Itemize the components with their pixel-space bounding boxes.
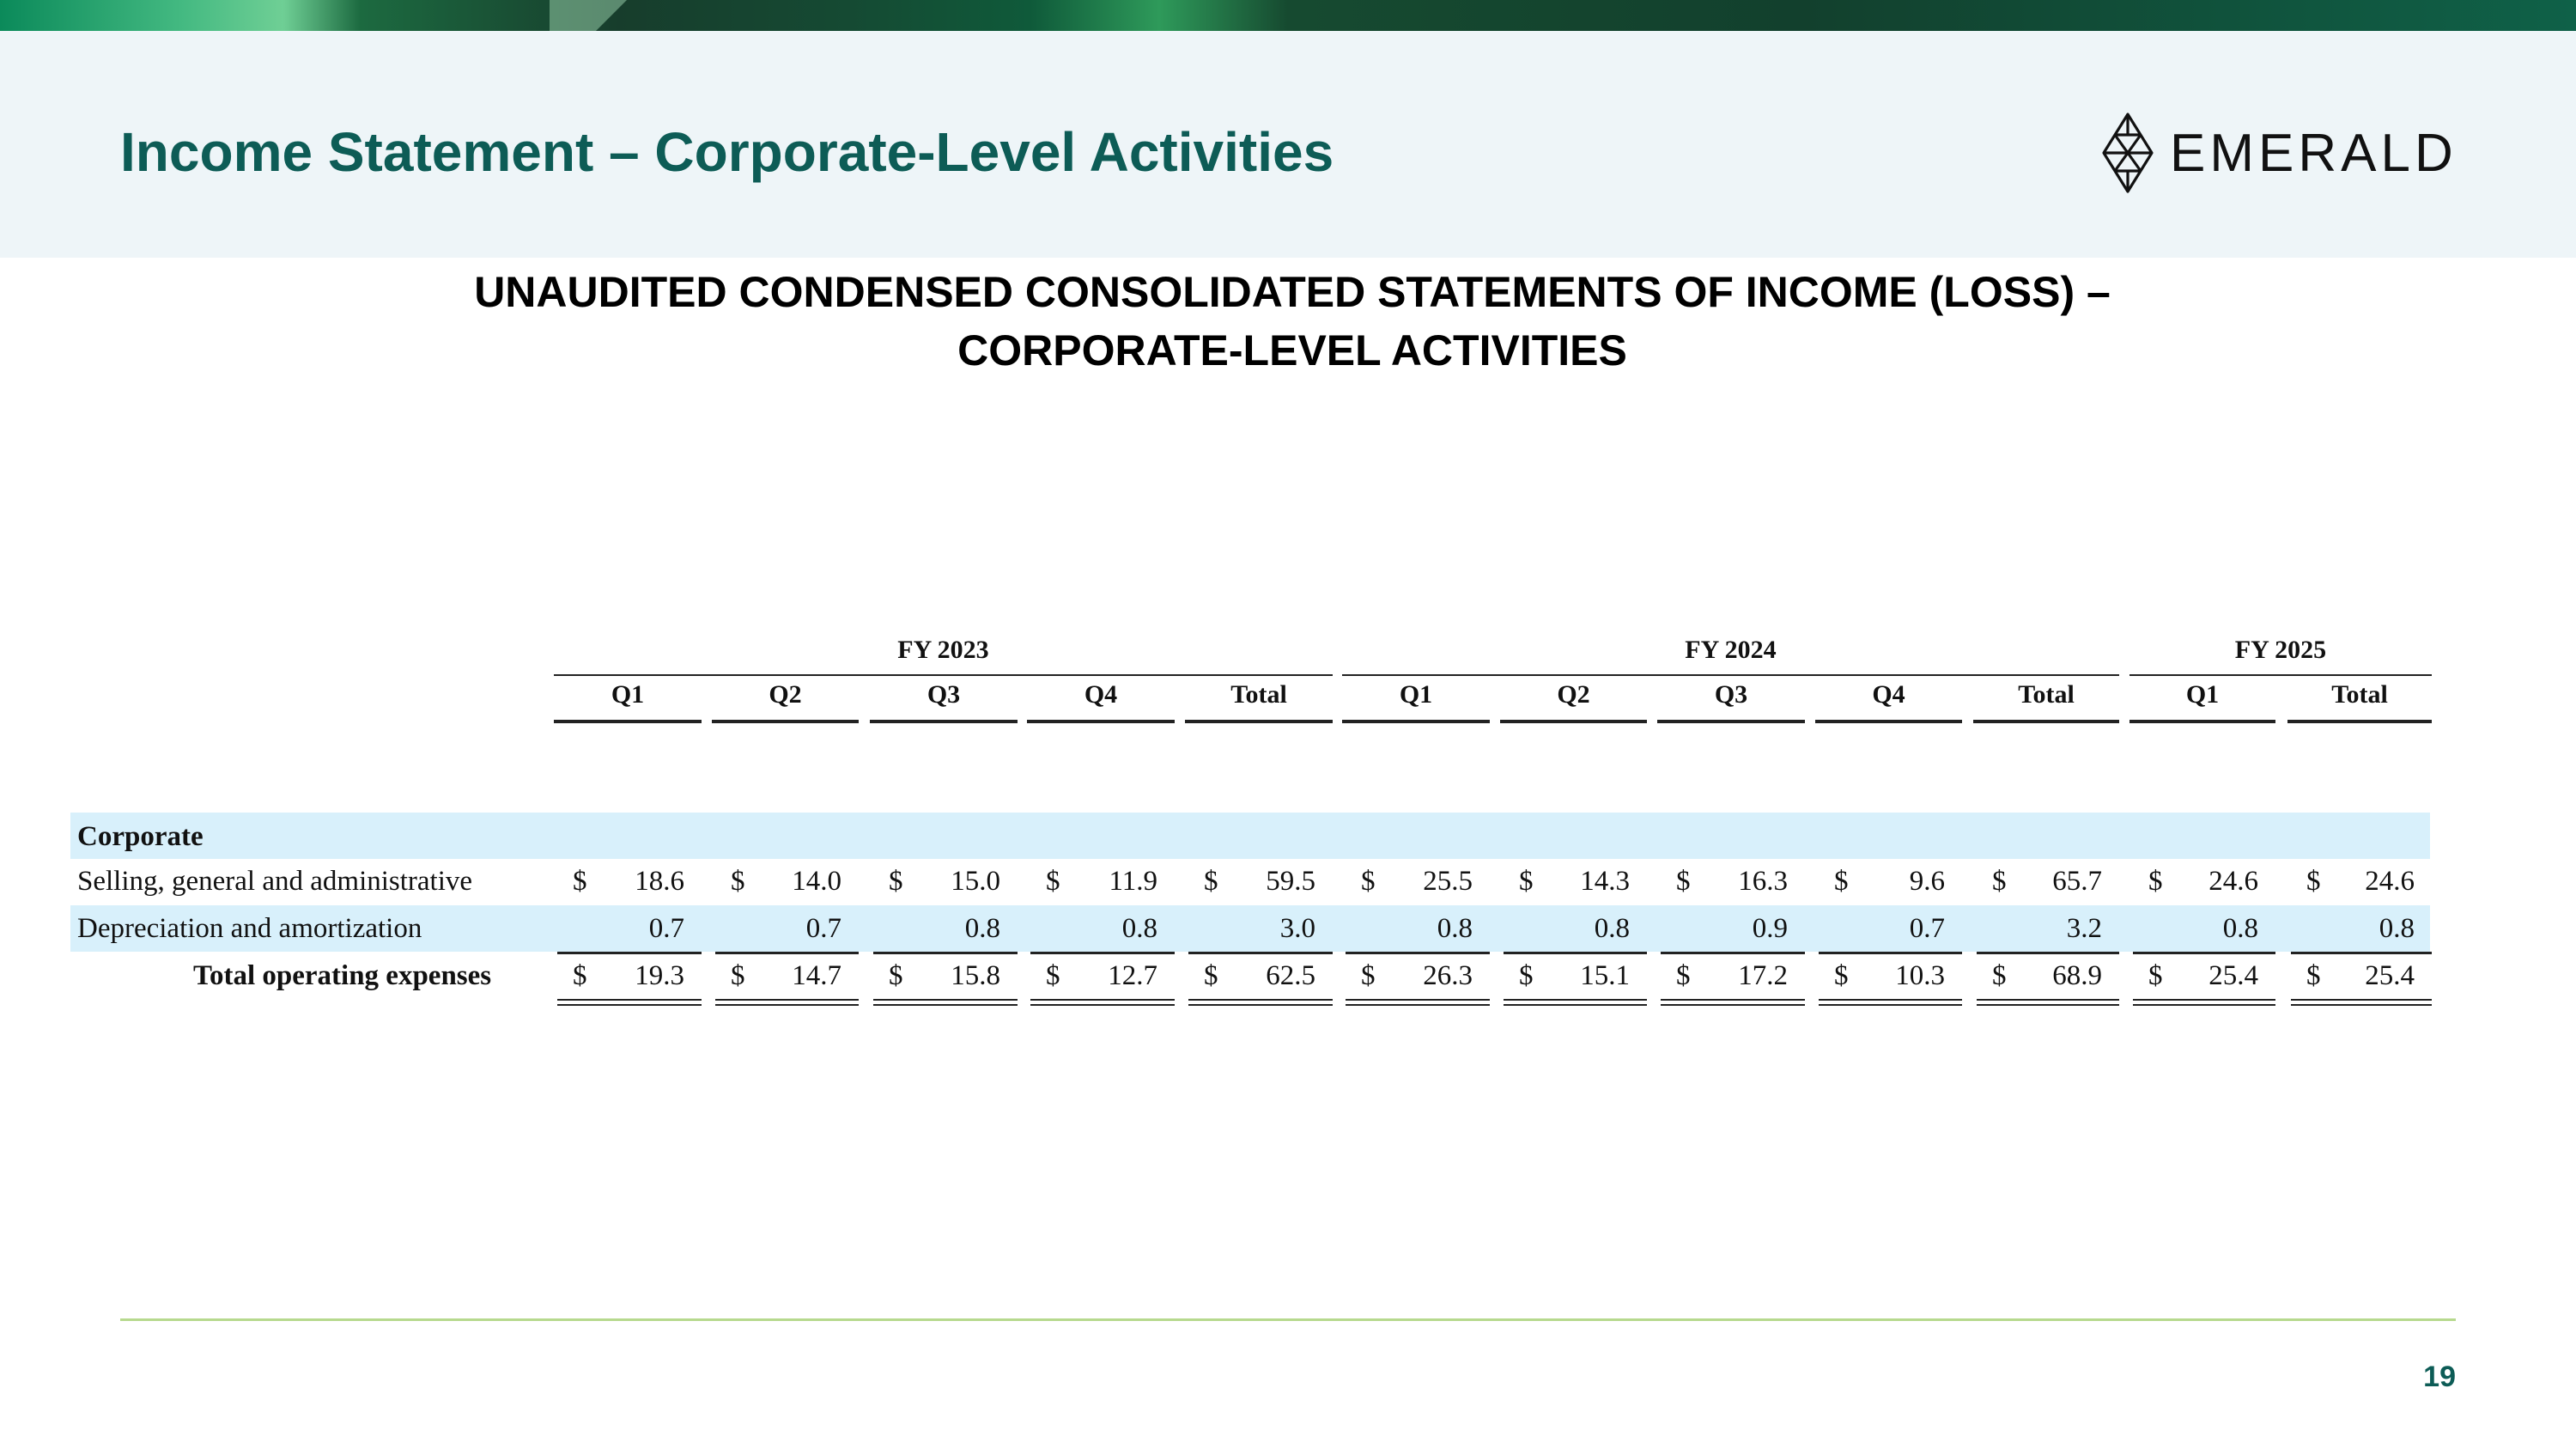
subtotal-rule (1819, 952, 1962, 954)
total-double-rule (873, 999, 1018, 1001)
currency-symbol: $ (1519, 866, 1534, 897)
table-cell: 19.3 (635, 960, 684, 991)
currency-symbol: $ (889, 960, 903, 991)
total-row-label: Total operating expenses (193, 960, 492, 991)
table-cell: 15.0 (951, 866, 1000, 897)
column-header-rule (1973, 720, 2119, 723)
total-double-rule (1661, 1004, 1805, 1006)
fiscal-year-header: FY 2023 (897, 636, 989, 664)
total-double-rule (2291, 1004, 2432, 1006)
table-heading-line-1: UNAUDITED CONDENSED CONSOLIDATED STATEMENTS OF INCOME (LOSS) – (474, 268, 2111, 316)
subtotal-rule (873, 952, 1018, 954)
table-cell: 59.5 (1266, 866, 1315, 897)
currency-symbol: $ (1992, 866, 2007, 897)
currency-symbol: $ (2148, 960, 2163, 991)
fiscal-year-header: FY 2025 (2234, 636, 2327, 664)
column-header-rule (1657, 720, 1805, 723)
column-header: Total (1230, 680, 1287, 709)
table-cell: 0.7 (805, 913, 841, 944)
total-double-rule (1188, 999, 1333, 1001)
table-cell: 24.6 (2365, 866, 2415, 897)
currency-symbol: $ (1676, 960, 1691, 991)
table-cell: 14.0 (792, 866, 841, 897)
currency-symbol: $ (2306, 866, 2321, 897)
table-cell: 0.8 (2222, 913, 2258, 944)
table-cell: 3.2 (2066, 913, 2102, 944)
currency-symbol: $ (573, 960, 587, 991)
column-header: Q1 (1399, 680, 1433, 709)
currency-symbol: $ (2148, 866, 2163, 897)
table-cell: 25.4 (2365, 960, 2415, 991)
column-header-rule (2287, 720, 2432, 723)
table-cell: 0.8 (1121, 913, 1157, 944)
currency-symbol: $ (2306, 960, 2321, 991)
table-cell: 25.5 (1423, 866, 1473, 897)
table-cell: 15.1 (1580, 960, 1630, 991)
total-double-rule (873, 1004, 1018, 1006)
column-header-rule (2129, 720, 2275, 723)
currency-symbol: $ (731, 866, 745, 897)
table-cell: 65.7 (2052, 866, 2102, 897)
table-cell: 10.3 (1895, 960, 1945, 991)
table-cell: 24.6 (2208, 866, 2258, 897)
total-double-rule (1977, 999, 2119, 1001)
column-header-rule (554, 720, 702, 723)
column-header: Q1 (2185, 680, 2220, 709)
brand-name: EMERALD (2170, 123, 2458, 183)
currency-symbol: $ (1519, 960, 1534, 991)
currency-symbol: $ (731, 960, 745, 991)
table-cell: 26.3 (1423, 960, 1473, 991)
fiscal-year-header: FY 2024 (1685, 636, 1777, 664)
currency-symbol: $ (573, 866, 587, 897)
table-cell: 11.9 (1109, 866, 1157, 897)
currency-symbol: $ (1834, 866, 1849, 897)
column-header: Total (2018, 680, 2075, 709)
table-cell: 16.3 (1738, 866, 1788, 897)
table-cell: 0.8 (2379, 913, 2415, 944)
table-cell: 0.9 (1752, 913, 1788, 944)
footer-divider (120, 1318, 2456, 1321)
total-double-rule (557, 999, 702, 1001)
table-cell: 3.0 (1279, 913, 1315, 944)
subtotal-rule (1661, 952, 1805, 954)
total-double-rule (715, 1004, 859, 1006)
table-cell: 17.2 (1738, 960, 1788, 991)
table-cell: 18.6 (635, 866, 684, 897)
subtotal-rule (2291, 952, 2432, 954)
fiscal-year-rule (2129, 674, 2432, 676)
column-header: Q4 (1084, 680, 1118, 709)
table-heading-line-2: CORPORATE-LEVEL ACTIVITIES (957, 326, 1627, 374)
row-label: Selling, general and administrative (77, 866, 473, 897)
currency-symbol: $ (1204, 960, 1218, 991)
column-header: Q4 (1872, 680, 1905, 709)
table-cell: 0.7 (648, 913, 684, 944)
total-double-rule (557, 1004, 702, 1006)
total-double-rule (1977, 1004, 2119, 1006)
table-cell: 62.5 (1266, 960, 1315, 991)
column-header-rule (1185, 720, 1333, 723)
table-cell: 68.9 (2052, 960, 2102, 991)
total-double-rule (2291, 999, 2432, 1001)
table-cell: 9.6 (1909, 866, 1945, 897)
currency-symbol: $ (1361, 960, 1376, 991)
total-double-rule (2133, 1004, 2275, 1006)
column-header-rule (1027, 720, 1175, 723)
column-header-rule (870, 720, 1018, 723)
currency-symbol: $ (1204, 866, 1218, 897)
row-label: Depreciation and amortization (77, 913, 422, 944)
table-cell: 12.7 (1108, 960, 1157, 991)
table-cell: 0.8 (1594, 913, 1630, 944)
total-double-rule (1661, 999, 1805, 1001)
currency-symbol: $ (1676, 866, 1691, 897)
table-cell: 14.7 (792, 960, 841, 991)
total-double-rule (1188, 1004, 1333, 1006)
table-cell: 14.3 (1580, 866, 1630, 897)
subtotal-rule (2133, 952, 2275, 954)
total-double-rule (1504, 999, 1647, 1001)
total-double-rule (1819, 1004, 1962, 1006)
currency-symbol: $ (1046, 866, 1060, 897)
slide-title: Income Statement – Corporate-Level Activities (120, 121, 1334, 183)
column-header: Q2 (769, 680, 802, 709)
currency-symbol: $ (1046, 960, 1060, 991)
column-header: Q2 (1557, 680, 1590, 709)
table-cell: 0.8 (964, 913, 1000, 944)
total-double-rule (1346, 1004, 1490, 1006)
row-shade (70, 813, 2430, 859)
total-double-rule (1030, 1004, 1175, 1006)
column-header-rule (1815, 720, 1962, 723)
table-cell: 25.4 (2208, 960, 2258, 991)
subtotal-rule (1977, 952, 2119, 954)
subtotal-rule (715, 952, 859, 954)
total-double-rule (1030, 999, 1175, 1001)
currency-symbol: $ (1361, 866, 1376, 897)
subtotal-rule (1504, 952, 1647, 954)
table-cell: 0.8 (1437, 913, 1473, 944)
page-number: 19 (2423, 1361, 2456, 1393)
subtotal-rule (1030, 952, 1175, 954)
total-double-rule (1504, 1004, 1647, 1006)
currency-symbol: $ (1992, 960, 2007, 991)
total-double-rule (1819, 999, 1962, 1001)
total-double-rule (715, 999, 859, 1001)
column-header: Q3 (1714, 680, 1748, 709)
total-double-rule (2133, 999, 2275, 1001)
column-header: Q3 (927, 680, 961, 709)
fiscal-year-rule (1342, 674, 2119, 676)
table-cell: 0.7 (1909, 913, 1945, 944)
fiscal-year-rule (554, 674, 1333, 676)
column-header: Total (2331, 680, 2388, 709)
table-cell: 15.8 (951, 960, 1000, 991)
column-header-rule (1500, 720, 1647, 723)
column-header: Q1 (611, 680, 645, 709)
subtotal-rule (1188, 952, 1333, 954)
section-label: Corporate (77, 821, 204, 852)
currency-symbol: $ (889, 866, 903, 897)
subtotal-rule (557, 952, 702, 954)
column-header-rule (1342, 720, 1490, 723)
subtotal-rule (1346, 952, 1490, 954)
column-header-rule (712, 720, 859, 723)
total-double-rule (1346, 999, 1490, 1001)
currency-symbol: $ (1834, 960, 1849, 991)
